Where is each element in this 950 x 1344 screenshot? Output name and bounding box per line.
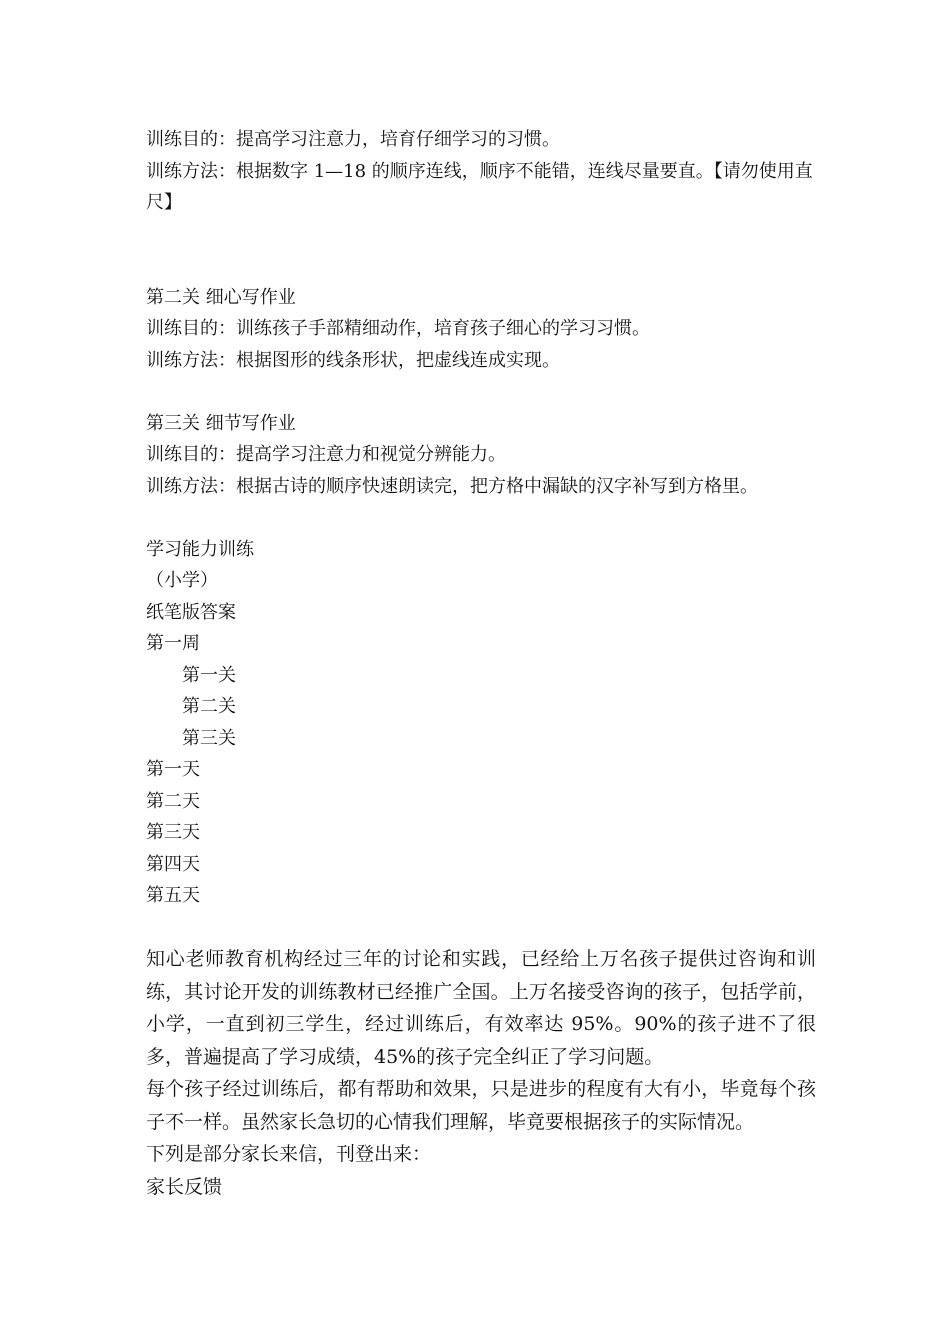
day-item: 第二天 [146, 790, 200, 812]
intro-paragraph: 知心老师教育机构经过三年的讨论和实践，已经给上万名孩子提供过咨询和训练，其讨论开发的训练教材已经推广全国。上万名接受咨询的孩子，包括学前，小学，一直到初三学生，经过训练后，有效率达 95%。90%的孩子进不了很多，普遍提高了学习成绩，45%的孩子完全纠正了学习问题。 [146, 948, 816, 1068]
spacer [146, 219, 816, 282]
stage-item: 第一关 [182, 664, 236, 686]
stage-item: 第二关 [182, 696, 236, 717]
spacer [146, 502, 816, 534]
section3-title: 第三关 细节写作业 [146, 412, 296, 434]
text-column [146, 124, 816, 1203]
section1-purpose: 训练目的：提高学习注意力，培育仔细学习的习惯。 [146, 129, 560, 150]
feedback-heading: 家长反馈 [146, 1175, 223, 1198]
day-item: 第一天 [146, 759, 200, 780]
answers-subtitle: 纸笔版答案 [146, 601, 236, 623]
spacer [146, 912, 816, 944]
stage-item: 第三关 [182, 727, 236, 749]
section2-method: 训练方法：根据图形的线条形状，把虚线连成实现。 [146, 349, 560, 371]
day-item: 第五天 [146, 885, 200, 906]
section3-method: 训练方法：根据古诗的顺序快速朗读完，把方格中漏缺的汉字补写到方格里。 [146, 475, 758, 497]
answers-level: （小学） [146, 570, 218, 591]
answers-week: 第一周 [146, 633, 200, 654]
answers-heading: 学习能力训练 [146, 538, 254, 560]
spacer [146, 376, 816, 408]
section1-method: 训练方法：根据数字 1—18 的顺序连线，顺序不能错，连线尽量要直。【请勿使用直尺】 [146, 160, 813, 213]
intro-paragraph: 每个孩子经过训练后，都有帮助和效果，只是进步的程度有大有小，毕竟每个孩子不一样。虽然家长急切的心情我们理解，毕竟要根据孩子的实际情况。 [146, 1078, 816, 1133]
day-item: 第三天 [146, 822, 200, 843]
day-item: 第四天 [146, 853, 200, 875]
section2-purpose: 训练目的：训练孩子手部精细动作，培育孩子细心的学习习惯。 [146, 318, 650, 339]
intro-paragraph: 下列是部分家长来信，刊登出来： [146, 1143, 432, 1165]
section3-purpose: 训练目的：提高学习注意力和视觉分辨能力。 [146, 444, 506, 465]
section2-title: 第二关 细心写作业 [146, 286, 296, 308]
